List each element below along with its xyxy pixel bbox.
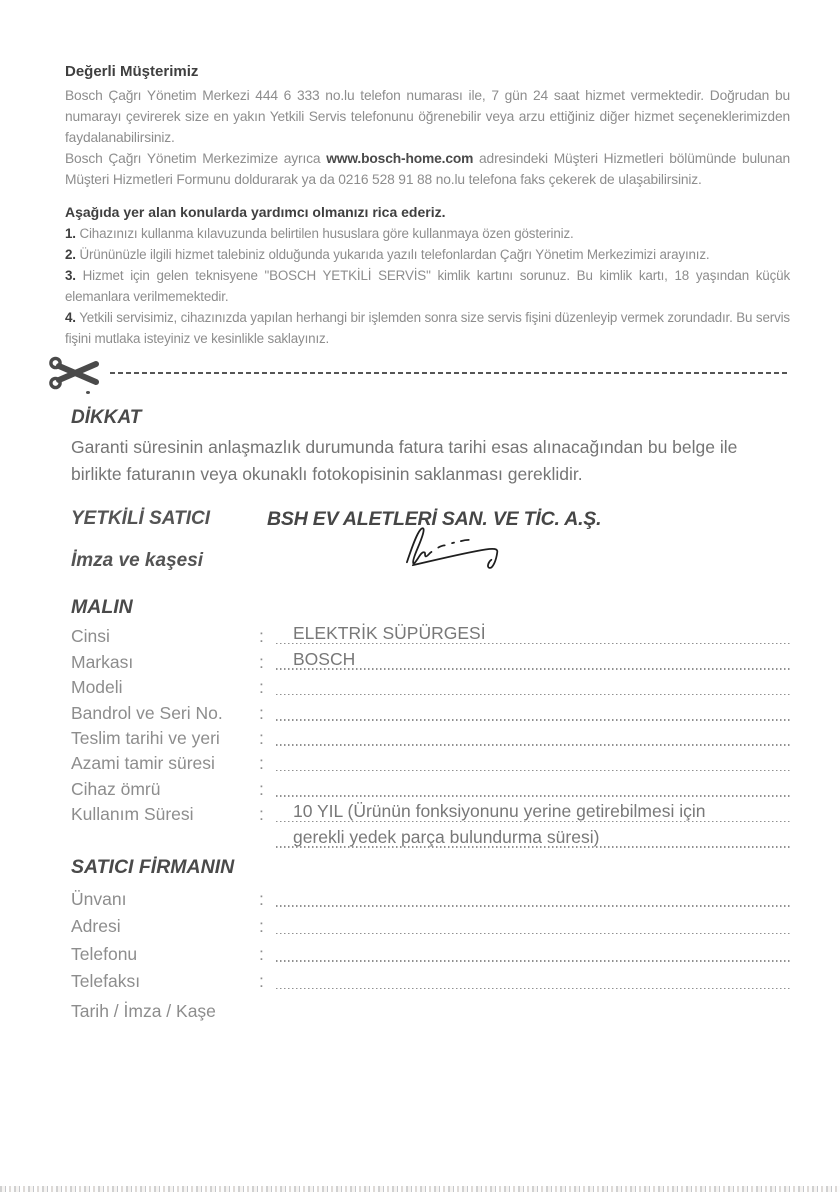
field-value: ELEKTRİK SÜPÜRGESİ <box>293 623 486 644</box>
intro-section <box>65 62 790 190</box>
instructions-section <box>65 202 790 349</box>
warranty-form-section <box>65 407 790 1023</box>
dotted-field-line <box>276 827 790 848</box>
field-colon: : <box>259 888 264 909</box>
dotted-field-line <box>276 674 790 695</box>
instruction-text: Cihazınızı kullanma kılavuzunda belirtilen hususlara göre kullanmaya özen gösteriniz. <box>79 226 574 241</box>
form-row-kullanim-suresi-line2 <box>71 825 790 850</box>
field-label: Bandrol ve Seri No. <box>71 702 223 723</box>
instruction-item <box>65 244 790 265</box>
dotted-field-line <box>276 623 790 644</box>
instruction-number: 4. <box>65 310 76 325</box>
field-colon: : <box>259 916 264 937</box>
seller-info-block <box>71 856 790 1024</box>
field-label: Telefonu <box>71 943 138 964</box>
instruction-number: 1. <box>65 226 76 241</box>
signature-image <box>397 522 515 576</box>
product-info-block <box>71 596 790 851</box>
dotted-field-line <box>276 700 790 721</box>
field-label: Cinsi <box>71 626 110 647</box>
attention-heading: DİKKAT <box>71 407 142 428</box>
field-label: Markası <box>71 651 134 672</box>
form-row-telefonu <box>71 937 790 964</box>
bosch-home-url: www.bosch-home.com <box>326 151 474 166</box>
field-label: Ünvanı <box>71 888 127 909</box>
field-value: gerekli yedek parça bulundurma süresi) <box>293 826 600 847</box>
dotted-field-line <box>276 649 790 670</box>
field-colon: : <box>259 971 264 992</box>
instruction-text: Hizmet için gelen teknisyene "BOSCH YETKİLİ SERVİS" kimlik kartını sorunuz. Bu kimlik kartı, 18 yaşından küçük elemanlara verilmemektedir. <box>65 268 790 304</box>
field-colon: : <box>259 804 264 825</box>
field-label: Adresi <box>71 916 121 937</box>
scan-edge-artifact <box>0 1186 840 1192</box>
instruction-number: 3. <box>65 268 76 283</box>
form-row-cihaz-omru <box>71 774 790 799</box>
field-value: BOSCH <box>293 648 356 669</box>
instruction-text: Ürününüzle ilgili hizmet talebiniz olduğunda yukarıda yazılı telefonlardan Çağrı Yönetim Merkezimizi arayınız. <box>79 247 710 262</box>
intro-paragraph-2-after: adresindeki Müşteri Hizmetleri bölümünde bulunan Müşteri Hizmetleri Formunu doldurarak ya da 0216 528 91 88 no.lu telefona faks çekerek de ulaşabilirsiniz. <box>65 151 790 187</box>
field-colon: : <box>259 727 264 748</box>
instruction-item <box>65 265 790 307</box>
field-colon: : <box>259 677 264 698</box>
dotted-field-line <box>276 886 790 907</box>
form-row-azami-tamir-suresi <box>71 749 790 774</box>
dotted-field-line <box>276 968 790 989</box>
field-label: Modeli <box>71 677 123 698</box>
form-row-kullanim-suresi <box>71 800 790 825</box>
seller-section-heading: SATICI FİRMANIN <box>71 855 235 878</box>
dotted-field-line <box>276 776 790 797</box>
form-row-modeli <box>71 673 790 698</box>
ink-speck <box>86 391 90 394</box>
field-label: Cihaz ömrü <box>71 778 161 799</box>
authorized-dealer-label: YETKİLİ SATICI <box>71 508 210 529</box>
dotted-field-line <box>276 750 790 771</box>
form-row-markasi <box>71 647 790 672</box>
field-colon: : <box>259 943 264 964</box>
field-colon: : <box>259 753 264 774</box>
dotted-field-line <box>276 913 790 934</box>
form-row-unvani <box>71 883 790 910</box>
signature-stamp-label: İmza ve kaşesi <box>71 550 204 571</box>
intro-paragraph-2-before: Bosch Çağrı Yönetim Merkezimize ayrıca <box>65 151 327 166</box>
dotted-field-line <box>276 941 790 962</box>
intro-paragraph-1: Bosch Çağrı Yönetim Merkezi 444 6 333 no.lu telefon numarası ile, 7 gün 24 saat hizmet vermektedir. Doğrudan bu numarayı çevirerek size en yakın Yetkili Servis telefonunu öğrenebilir veya arzu ettiğiniz diğer hizmet seçeneklerimizden faydalanabilirsiniz. <box>65 88 790 145</box>
dashed-cut-line <box>110 372 790 374</box>
form-row-adresi <box>71 910 790 937</box>
intro-paragraph-2 <box>65 148 790 190</box>
attention-text: Garanti süresinin anlaşmazlık durumunda fatura tarihi esas alınacağından bu belge ile birlikte faturanın veya okunaklı fotokopisinin saklanması gereklidir. <box>71 437 738 484</box>
field-colon: : <box>259 702 264 723</box>
intro-heading: Değerli Müşterimiz <box>65 63 199 80</box>
instructions-heading: Aşağıda yer alan konularda yardımcı olmanızı rica ederiz. <box>65 204 446 220</box>
company-name: BSH EV ALETLERİ SAN. VE TİC. A.Ş. <box>267 508 602 530</box>
form-row-telefaksi <box>71 965 790 992</box>
scissors-icon <box>48 355 104 391</box>
field-colon: : <box>259 626 264 647</box>
date-signature-stamp-label: Tarih / İmza / Kaşe <box>71 1001 216 1022</box>
form-row-cinsi <box>71 622 790 647</box>
cut-here-line <box>48 354 790 392</box>
field-label: Telefaksı <box>71 971 141 992</box>
field-label: Azami tamir süresi <box>71 753 215 774</box>
field-colon: : <box>259 651 264 672</box>
field-label: Teslim tarihi ve yeri <box>71 727 220 748</box>
form-row-teslim-tarihi <box>71 724 790 749</box>
instruction-number: 2. <box>65 247 76 262</box>
instruction-item <box>65 307 790 349</box>
dotted-field-line <box>276 725 790 746</box>
field-value: 10 YIL (Ürünün fonksiyonunu yerine getirebilmesi için <box>293 801 706 822</box>
attention-block <box>71 407 790 488</box>
dealer-block <box>71 508 790 572</box>
instruction-text: Yetkili servisimiz, cihazınızda yapılan herhangi bir işlemden sonra size servis fişini düzenleyip vermek zorundadır. Bu servis fişini mutlaka isteyiniz ve kesinlikle saklayınız. <box>65 310 790 346</box>
field-colon: : <box>259 778 264 799</box>
product-section-heading: MALIN <box>71 596 133 618</box>
form-row-bandrol-seri-no <box>71 698 790 723</box>
field-label: Kullanım Süresi <box>71 804 194 825</box>
dotted-field-line <box>276 801 790 822</box>
instruction-item <box>65 223 790 244</box>
